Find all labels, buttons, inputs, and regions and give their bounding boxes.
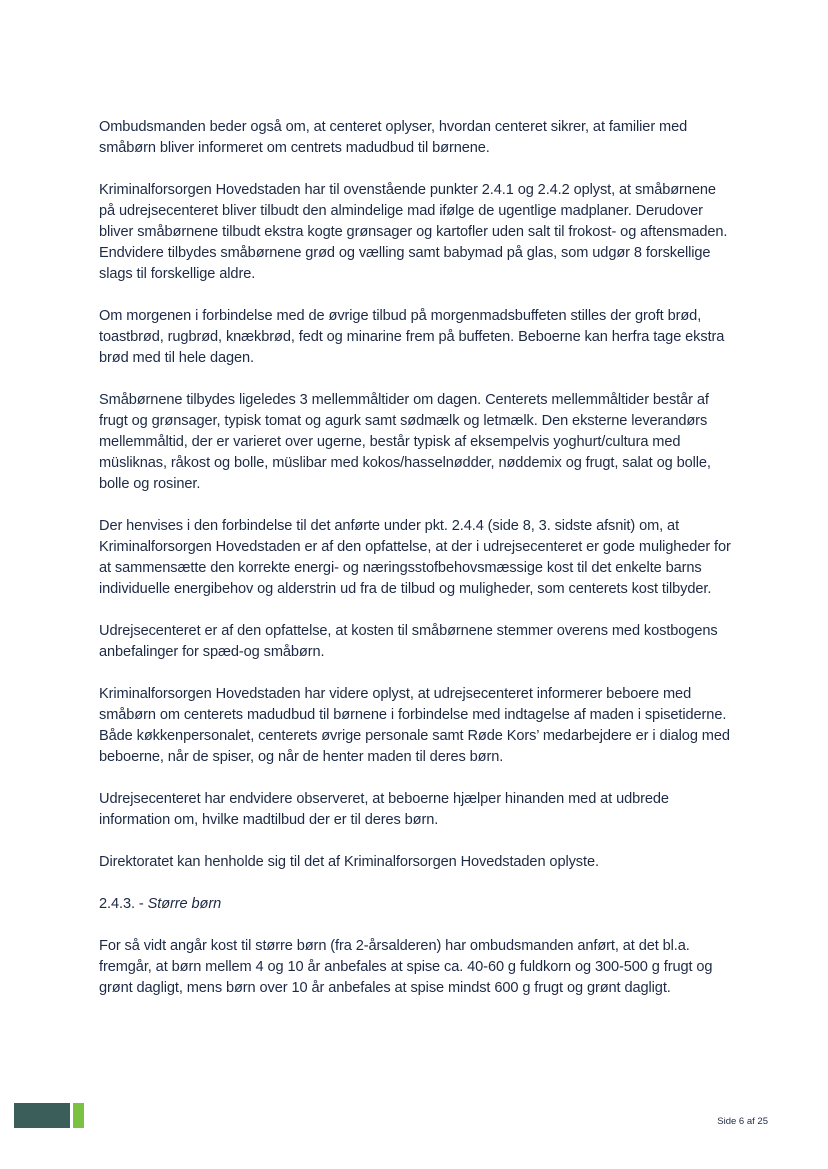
section-body: For så vidt angår kost til større børn (fra 2-årsalderen) har ombudsmanden anført, at det bl.a. fremgår, at børn mellem 4 og 10 år anbefales at spise ca. 40-60 g fuldkorn og 300-500 g frugt og grønt dagligt, mens børn over 10 år anbefales at spise mindst 600 g frugt og grønt dagligt.: [99, 938, 713, 996]
section-heading: [99, 894, 731, 915]
page-number: Side 6 af 25: [717, 1116, 768, 1127]
paragraph-small-children-food: Kriminalforsorgen Hovedstaden har til ovenstående punkter 2.4.1 og 2.4.2 oplyst, at småbørnene på udrejsecenteret bliver tilbudt den almindelige mad ifølge de ugentlige madplaner. Derudover bliver småbørnene tilbudt ekstra kogte grønsager og kartofler uden salt til frokost- og aftensmaden. Endvidere tilbydes småbørnene grød og vælling samt babymad på glas, som udgør 8 forskellige slags til forskellige aldre.: [99, 182, 728, 282]
paragraph-reference-2-4-4: Der henvises i den forbindelse til det anførte under pkt. 2.4.4 (side 8, 3. sidste afsnit) om, at Kriminalforsorgen Hovedstaden er af den opfattelse, at der i udrejsecenteret er gode muligheder for at sammensætte den korrekte energi- og næringsstofbehovsmæssige kost til det enkelte barns individuelle energibehov og alderstrin ud fra de tilbud og muligheder, som centerets kost tilbyder.: [99, 518, 731, 597]
document-body: [99, 117, 731, 999]
footer-logo-bar: [14, 1103, 70, 1128]
paragraph-snacks: Småbørnene tilbydes ligeledes 3 mellemmåltider om dagen. Centerets mellemmåltider består af frugt og grønsager, typisk tomat og agurk samt sødmælk og letmælk. Den eksterne leverandørs mellemmåltid, der er varieret over ugerne, består typisk af eksempelvis yoghurt/cultura med müsliknas, råkost og bolle, müslibar med kokos/hasselnødder, nøddemix og frugt, salat og bolle, bolle og rosiner.: [99, 392, 711, 492]
paragraph-kostbog: Udrejsecenteret er af den opfattelse, at kosten til småbørnene stemmer overens med kostbogens anbefalinger for spæd-og småbørn.: [99, 623, 718, 660]
section-number: 2.4.3. -: [99, 896, 144, 912]
paragraph-observation: Udrejsecenteret har endvidere observeret, at beboerne hjælper hinanden med at udbrede information om, hvilke madtilbud der er til deres børn.: [99, 791, 669, 828]
paragraph-directorate: Direktoratet kan henholde sig til det af Kriminalforsorgen Hovedstaden oplyste.: [99, 854, 599, 870]
section-title: Større børn: [147, 896, 222, 912]
paragraph-ombudsmand-request: Ombudsmanden beder også om, at centeret oplyser, hvordan centeret sikrer, at familier med småbørn bliver informeret om centrets madudbud til børnene.: [99, 119, 688, 156]
footer-logo-accent: [73, 1103, 84, 1128]
paragraph-morning-buffet: Om morgenen i forbindelse med de øvrige tilbud på morgenmadsbuffeten stilles der groft brød, toastbrød, rugbrød, knækbrød, fedt og minarine frem på buffeten. Beboerne kan herfra tage ekstra brød med til hele dagen.: [99, 308, 725, 366]
paragraph-information: Kriminalforsorgen Hovedstaden har videre oplyst, at udrejsecenteret informerer beboere med småbørn om centerets madudbud til børnene i forbindelse med indtagelse af maden i spisetiderne. Både køkkenpersonalet, centerets øvrige personale samt Røde Kors’ medarbejdere er i dialog med beboerne, når de spiser, og når de henter maden til deres børn.: [99, 686, 730, 765]
